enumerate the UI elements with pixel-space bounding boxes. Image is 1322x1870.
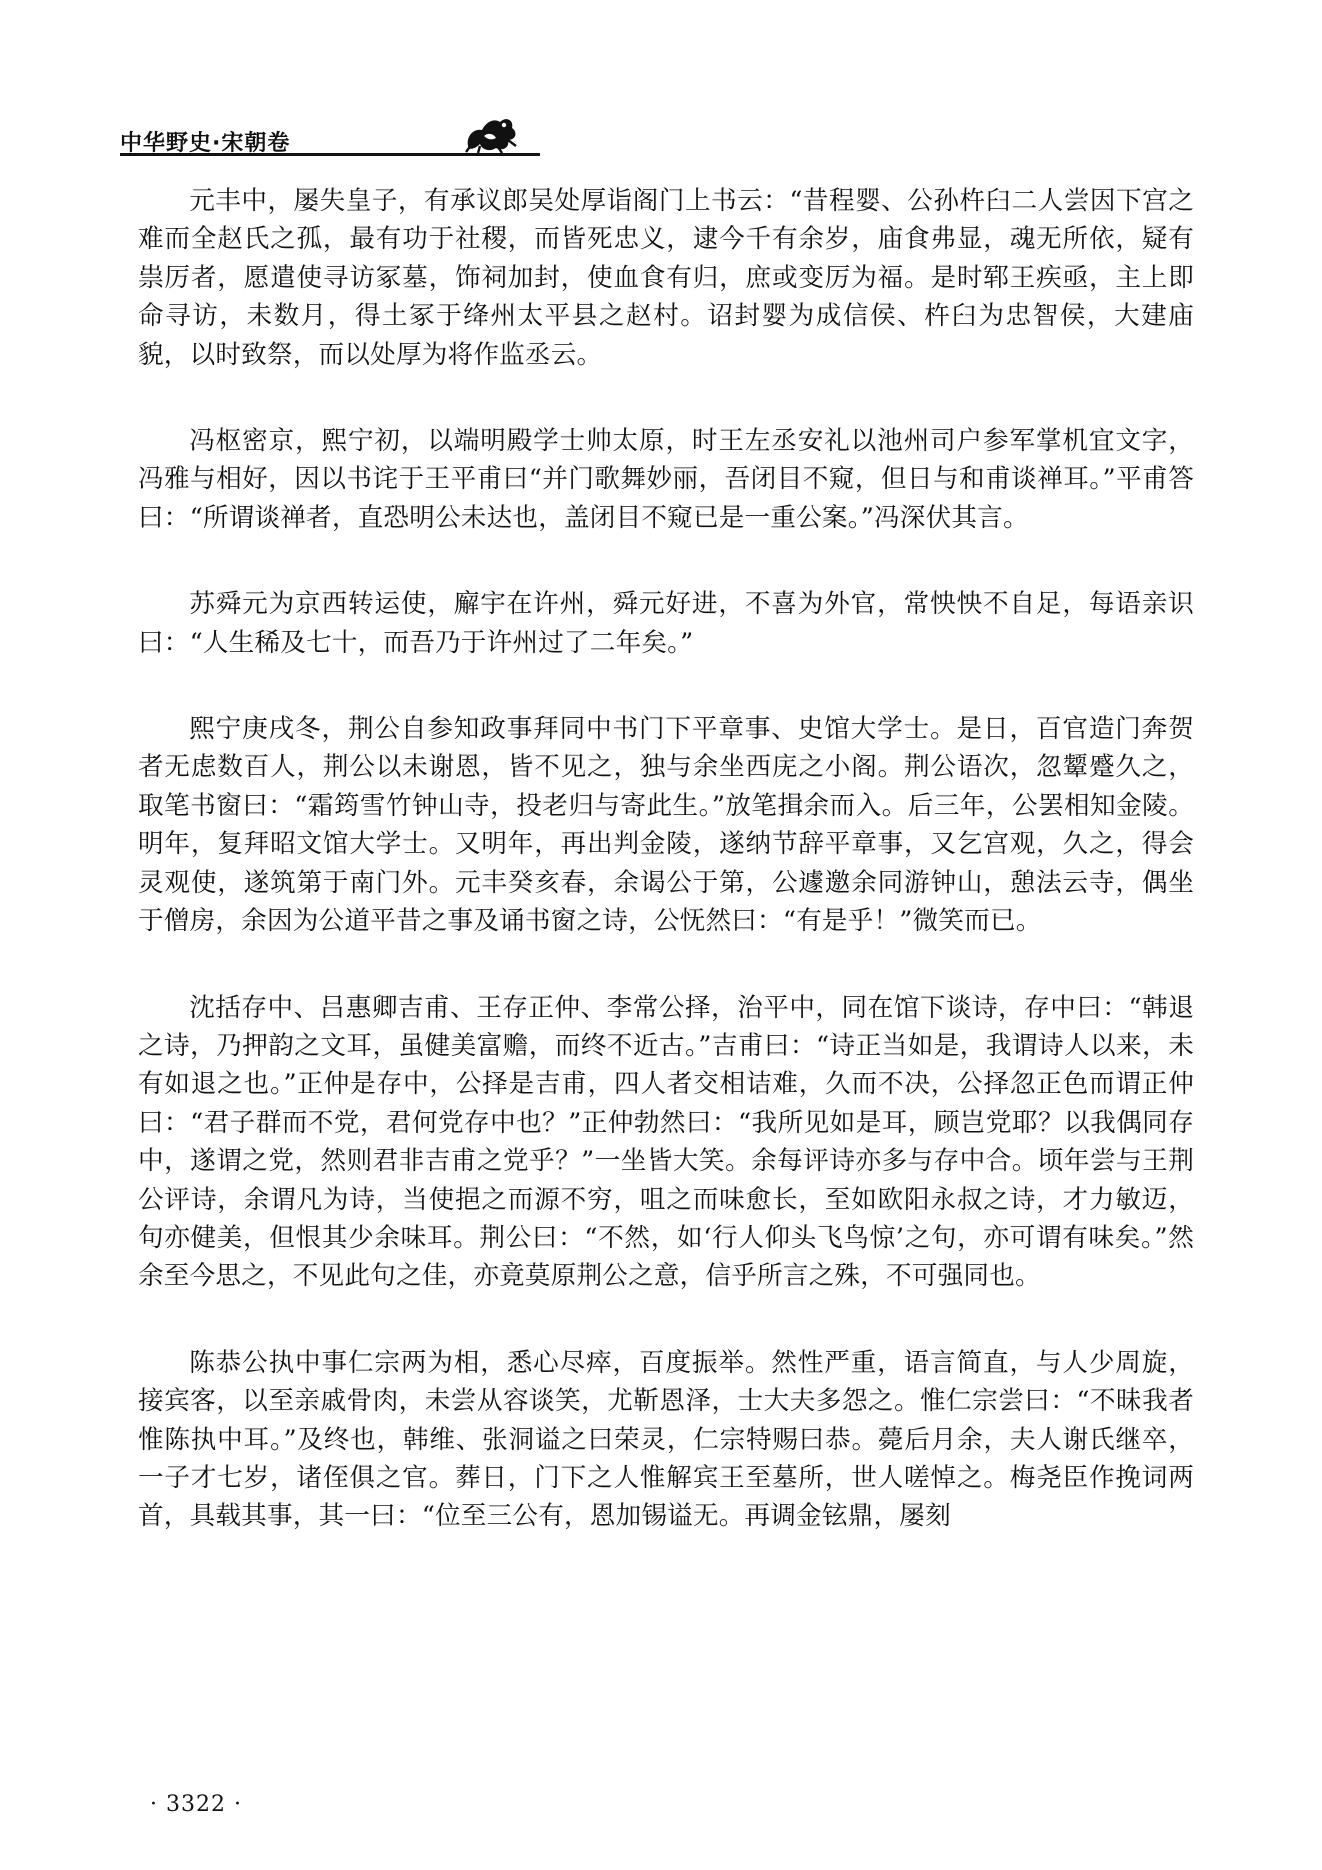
paragraph-2: 冯枢密京，熙宁初，以端明殿学士帅太原，时王左丞安礼以池州司户参军掌机宜文字，冯雅与相好，因以书诧于王平甫曰“并门歌舞妙丽，吾闭目不窥，但日与和甫谈禅耳。”平甫答曰：“所谓谈禅者，直恐明公未达也，盖闭目不窥已是一重公案。”冯深伏其言。 <box>138 426 1194 533</box>
paragraph-6: 陈恭公执中事仁宗两为相，悉心尽瘁，百度振举。然性严重，语言简直，与人少周旋，接宾客，以至亲戚骨肉，未尝从容谈笑，尤靳恩泽，士大夫多怨之。惟仁宗尝曰：“不昧我者惟陈执中耳。”及终也，韩维、张洞谥之曰荣灵，仁宗特赐曰恭。薨后月余，夫人谢氏继卒，一子才七岁，诸侄俱之官。葬日，门下之人惟解宾王至墓所，世人嗟悼之。梅尧臣作挽词两首，具载其事，其一曰：“位至三公有，恩加锡谥无。再调金铉鼎，屡刻 <box>138 1347 1194 1532</box>
book-title: 中华野史·宋朝卷 <box>120 131 291 156</box>
paragraph-1: 元丰中，屡失皇子，有承议郎吴处厚诣阁门上书云：“昔程婴、公孙杵臼二人尝因下宫之难而全赵氏之孤，最有功于社稷，而皆死忠义，逮今千有余岁，庙食弗显，魂无所依，疑有祟厉者，愿遣使寻访冢墓，饰祠加封，使血食有归，庶或变厉为福。是时郓王疾亟，主上即命寻访，未数月，得土冢于绛州太平县之赵村。诏封婴为成信侯、杵臼为忠智侯，大建庙貌，以时致祭，而以处厚为将作监丞云。 <box>138 186 1194 370</box>
paragraph-3: 苏舜元为京西转运使，廨宇在许州，舜元好进，不喜为外官，常怏怏不自足，每语亲识曰：“人生稀及七十，而吾乃于许州过了二年矣。” <box>138 589 1194 658</box>
page-number: · 3322 · <box>150 1792 242 1817</box>
page-body <box>138 182 1194 1536</box>
paragraph-4: 熙宁庚戌冬，荆公自参知政事拜同中书门下平章事、史馆大学士。是日，百官造门奔贺者无虑数百人，荆公以未谢恩，皆不见之，独与余坐西庑之小阁。荆公语次，忽颦蹙久之，取笔书窗曰：“霜筠雪竹钟山寺，投老归与寄此生。”放笔揖余而入。后三年，公罢相知金陵。明年，复拜昭文馆大学士。又明年，再出判金陵，遂纳节辞平章事，又乞宫观，久之，得会灵观使，遂筑第于南门外。元丰癸亥春，余谒公于第，公遽邀余同游钟山，憩法云寺，偶坐于僧房，余因为公道平昔之事及诵书窗之诗，公怃然曰：“有是乎！”微笑而已。 <box>138 714 1194 937</box>
header-rule <box>120 153 540 156</box>
running-header <box>120 110 540 156</box>
paragraph-5: 沈括存中、吕惠卿吉甫、王存正仲、李常公择，治平中，同在馆下谈诗，存中曰：“韩退之诗，乃押韵之文耳，虽健美富赡，而终不近古。”吉甫曰：“诗正当如是，我谓诗人以来，未有如退之也。”正仲是存中，公择是吉甫，四人者交相诘难，久而不决，公择忽正色而谓正仲曰：“君子群而不党，君何党存中也？”正仲勃然曰：“我所见如是耳，顾岂党耶？以我偶同存中，遂谓之党，然则君非吉甫之党乎？”一坐皆大笑。余每评诗亦多与存中合。顷年尝与王荆公评诗，余谓凡为诗，当使挹之而源不穷，咀之而味愈长，至如欧阳永叔之诗，才力敏迈，句亦健美，但恨其少余味耳。荆公曰：“不然，如‘行人仰头飞鸟惊’之句，亦可谓有味矣。”然余至今思之，不见此句之佳，亦竟莫原荆公之意，信乎所言之殊，不可强同也。 <box>138 992 1194 1292</box>
dragon-emblem-icon <box>460 110 520 154</box>
